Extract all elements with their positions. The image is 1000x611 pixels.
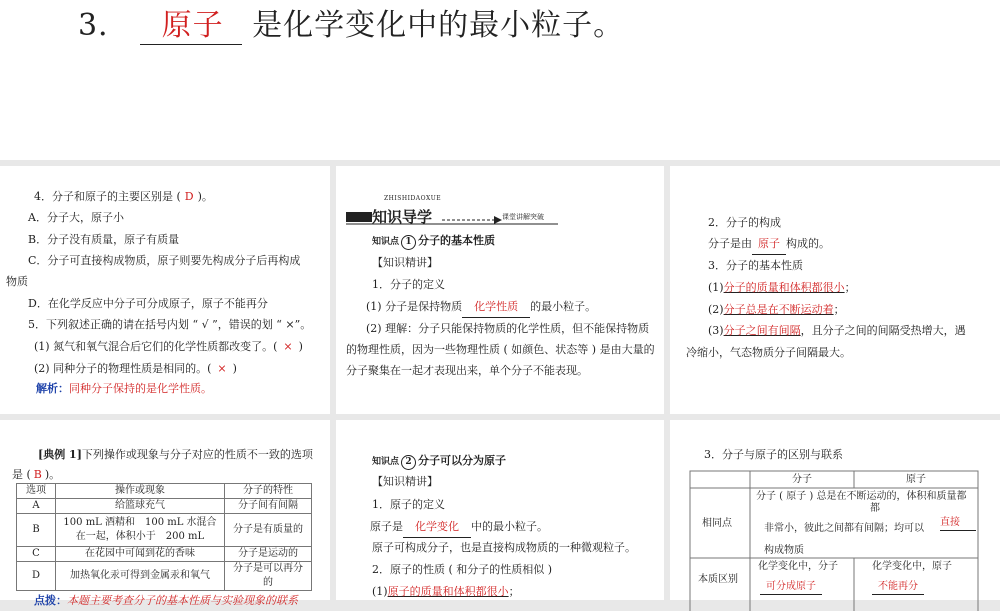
table-row: A 给篮球充气 分子间有间隔	[17, 499, 312, 514]
analysis-text: 同种分子保持的是化学性质。	[69, 382, 212, 395]
slide-panel-comparison	[670, 420, 1000, 600]
question-number: 3．	[78, 8, 130, 43]
answer-blank: 原子	[140, 0, 242, 45]
row-label-same: 相同点	[702, 518, 732, 529]
answer-direct: 直接	[940, 516, 976, 531]
definition-2-line2: 的物理性质，因为一些物理性质 ( 如颜色、状态等 ) 是由大量的	[346, 343, 655, 356]
properties-heading: 3．分子的基本性质	[708, 259, 803, 272]
answer-example: B	[33, 468, 42, 481]
option-b: B．分子没有质量，原子有质量	[28, 233, 180, 246]
diff-atom-answer: 不能再分	[872, 580, 924, 595]
knowledge-point-1: 知识点 1 分子的基本性质	[372, 230, 495, 253]
diff-atom: 化学变化中，原子	[872, 561, 952, 572]
table-header: 选项	[17, 484, 56, 499]
tip-text: 本题主要考查分子的基本性质与实验现象的联系	[67, 594, 298, 607]
definition-2-line1: (2) 理解：分子只能保持物质的化学性质，但不能保持物质	[366, 322, 650, 335]
question-5-item-1: (1) 氮气和氧气混合后它们的化学性质都改变了。( × )	[34, 340, 303, 353]
atom-definition-heading: 1．原子的定义	[372, 498, 445, 511]
diff-molecule: 化学变化中，分子	[758, 561, 838, 572]
same-text-2: 非常小，彼此之间都有间隔；均可以	[764, 523, 924, 534]
question-text: 是化学变化中的最小粒子。	[252, 8, 625, 43]
knowledge-subheading: 课堂讲解突破	[502, 213, 544, 221]
example-title: [典例 1]下列操作或现象与分子对应的性质不一致的选项	[38, 448, 313, 461]
analysis	[36, 378, 212, 399]
same-text-1b: 都	[870, 503, 880, 514]
property-2: (2)分子总是在不断运动着；	[708, 303, 845, 316]
option-d: D．在化学反应中分子可分成原子，原子不能再分	[28, 297, 268, 310]
composition-text: 分子是由 原子 构成的。	[708, 233, 830, 255]
table-header-row	[17, 484, 312, 499]
analysis-label: 解析：	[36, 382, 69, 395]
slide-panel-knowledge-1	[336, 166, 664, 414]
header-atom: 原子	[906, 474, 926, 485]
pinyin-label: ZHISHIDAOXUE	[384, 195, 442, 202]
answer-chemical-property: 化学性质	[462, 296, 530, 318]
knowledge-point-2: 知识点 2 分子可以分为原子	[372, 450, 506, 473]
table-row: B 100 mL 酒精和 100 mL 水混合在一起，体积小于 200 mL 分子是有质量的	[17, 514, 312, 547]
table-row: D 加热氧化汞可得到金属汞和氧气 分子是可以再分的	[17, 562, 312, 591]
definition-heading: 1．分子的定义	[372, 278, 445, 291]
tip-label: 点拨：	[34, 594, 67, 607]
composition-heading: 2．分子的构成	[708, 216, 781, 229]
header-molecule: 分子	[792, 474, 812, 485]
top-banner	[0, 0, 1000, 160]
atom-properties-heading: 2．原子的性质 ( 和分子的性质相似 )	[372, 563, 553, 576]
answer-property-2: 分子总是在不断运动着	[723, 303, 834, 316]
row-label-diff: 本质区别	[698, 574, 738, 585]
same-text-1: 分子 ( 原子 ) 总是在不断运动的，体积和质量都	[756, 491, 967, 502]
option-c-line1: C．分子可直接构成物质，原子则要先构成分子后再构成	[28, 254, 301, 267]
knowledge-point-number: 1	[401, 235, 416, 250]
answer-chemical-change: 化学变化	[403, 516, 471, 538]
answer-atom: 原子	[752, 233, 786, 255]
definition-1: (1) 分子是保持物质 化学性质 的最小粒子。	[366, 296, 596, 318]
answer-q4: D	[184, 190, 194, 203]
table-header: 操作或现象	[56, 484, 225, 499]
example-answer-line: 是 ( B )。	[12, 468, 61, 481]
example-label: [典例 1]	[38, 448, 82, 461]
knowledge-heading: 知识导学	[372, 208, 433, 226]
question-5: 5．下列叙述正确的请在括号内划 “ √ ”，错误的划 “ ×”。	[28, 318, 312, 331]
table-header: 分子的特性	[225, 484, 312, 499]
knowledge-point-number: 2	[401, 455, 416, 470]
slide-panel-example	[0, 420, 330, 607]
atom-description: 原子可构成分子，也是直接构成物质的一种微观粒子。	[372, 541, 636, 554]
answer-atom-property-1: 原子的质量和体积都很小	[387, 585, 509, 598]
slide-panel-molecule-properties	[670, 166, 1000, 414]
property-1: (1)分子的质量和体积都很小；	[708, 281, 856, 294]
slide-panel-knowledge-2	[336, 420, 664, 600]
definition-2-line3: 分子聚集在一起才表现出来，单个分子不能表现。	[346, 364, 588, 377]
comparison-title: 3．分子与原子的区别与联系	[704, 448, 843, 461]
property-3-cont: 冷缩小，气态物质分子间隔最大。	[686, 346, 851, 359]
atom-property-1: (1)原子的质量和体积都很小；	[372, 585, 520, 598]
question-4: 4．分子和原子的主要区别是 ( D )。	[34, 190, 213, 203]
tip	[34, 590, 298, 611]
table-row: C 在花园中可闻到花的香味 分子是运动的	[17, 547, 312, 562]
slide-panel-exercises	[0, 166, 330, 414]
property-3: (3)分子之间有间隔，且分子之间的间隔受热增大，遇	[708, 324, 966, 337]
top-question-line	[78, 0, 624, 45]
option-a: A．分子大，原子小	[28, 211, 124, 224]
question-5-item-2: (2) 同种分子的物理性质是相同的。( × )	[34, 362, 237, 375]
section-label: 【知识精讲】	[372, 256, 438, 269]
section-label: 【知识精讲】	[372, 475, 438, 488]
diff-molecule-answer: 可分成原子	[760, 580, 822, 595]
same-text-3: 构成物质	[764, 545, 804, 556]
atom-definition: 原子是 化学变化 中的最小粒子。	[370, 516, 548, 538]
answer-property-3: 分子之间有间隔	[723, 324, 801, 337]
answer-q5a: ×	[283, 340, 293, 353]
answer-property-1: 分子的质量和体积都很小	[723, 281, 845, 294]
answer-q5b: ×	[217, 362, 227, 375]
option-c-line2: 物质	[6, 275, 28, 288]
example-table	[16, 483, 312, 591]
